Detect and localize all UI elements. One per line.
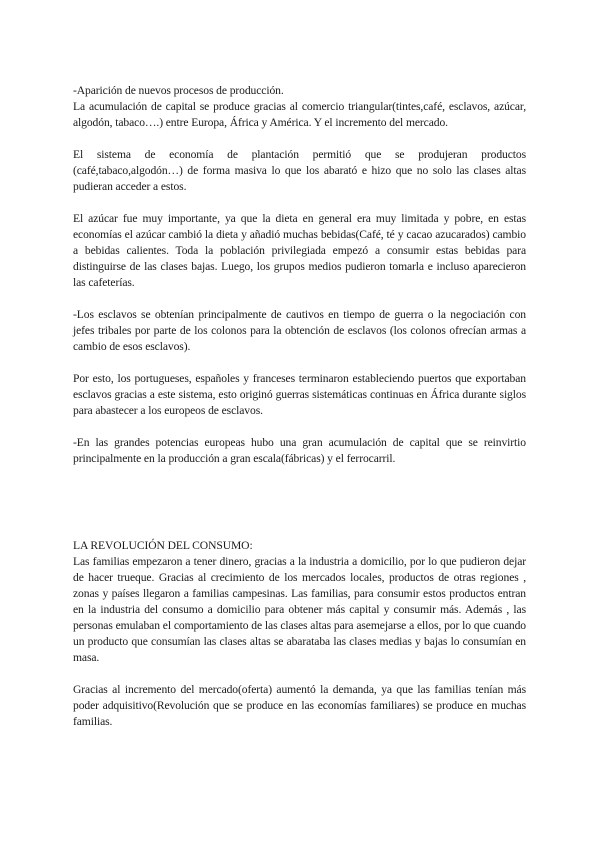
paragraph-slaves: -Los esclavos se obtenían principalmente de cautivos en tiempo de guerra o la negociación con jefes tribales por parte de los colonos para la obtención de esclavos (los colonos ofrecían armas a cambio de esos esclavos). — [73, 308, 526, 353]
paragraph-plantation-economy: El sistema de economía de plantación permitió que se produjeran productos (café,tabaco,algodón…) de forma masiva lo que los abarató e hizo que no solo las clases altas pudieran acceder a estos. — [73, 148, 526, 193]
paragraph-ports: Por esto, los portugueses, españoles y franceses terminaron estableciendo puertos que exportaban esclavos gracias a este sistema, esto originó guerras sistemáticas continuas en África durante siglos para abastecer a los europeos de esclavos. — [73, 372, 526, 417]
paragraph-european-powers: -En las grandes potencias europeas hubo una gran acumulación de capital que se reinvirtio principalmente en la producción a gran escala(fábricas) y el ferrocarril. — [73, 436, 526, 465]
section-heading: LA REVOLUCIÓN DEL CONSUMO: — [73, 539, 253, 552]
paragraph-sugar: El azúcar fue muy importante, ya que la dieta en general era muy limitada y pobre, en estas economías el azúcar cambió la dieta y añadió muchas bebidas(Café, té y cacao azucarados) cambio a bebidas calientes. Toda la población privilegiada empezó a consumir estas bebidas para distinguirse de las clases bajas. Luego, los grupos medios pudieron tomarla e incluso aparecieron las cafeterías. — [73, 212, 526, 289]
paragraph-capital-accumulation: La acumulación de capital se produce gracias al comercio triangular(tintes,café, esclavos, azúcar, algodón, tabaco….) entre Europa, África y América. Y el incremento del mercado. — [73, 100, 526, 129]
paragraph-families-money: Las familias empezaron a tener dinero, gracias a la industria a domicilio, por lo que pudieron dejar de hacer trueque. Gracias al crecimiento de los mercados locales, productos de otras regiones , zonas y países llegaron a familias campesinas. Las familias, para consumir estos productos entran en la industria del consumo a domicilio para obtener más capital y consumir más. Además , las personas emulaban el comportamiento de las clases altas para asemejarse a ellos, por lo que cuando un producto que consumían las clases altas se abarataba las clases medias y bajas lo consumían en masa. — [73, 555, 526, 664]
paragraph-intro-title: -Aparición de nuevos procesos de producción. — [73, 84, 284, 97]
section-2 — [73, 538, 526, 730]
paragraph-market-demand: Gracias al incremento del mercado(oferta) aumentó la demanda, ya que las familias tenían más poder adquisitivo(Revolución que se produce en las economías familiares) se produce en muchas familias. — [73, 683, 526, 728]
section-1 — [73, 83, 526, 467]
